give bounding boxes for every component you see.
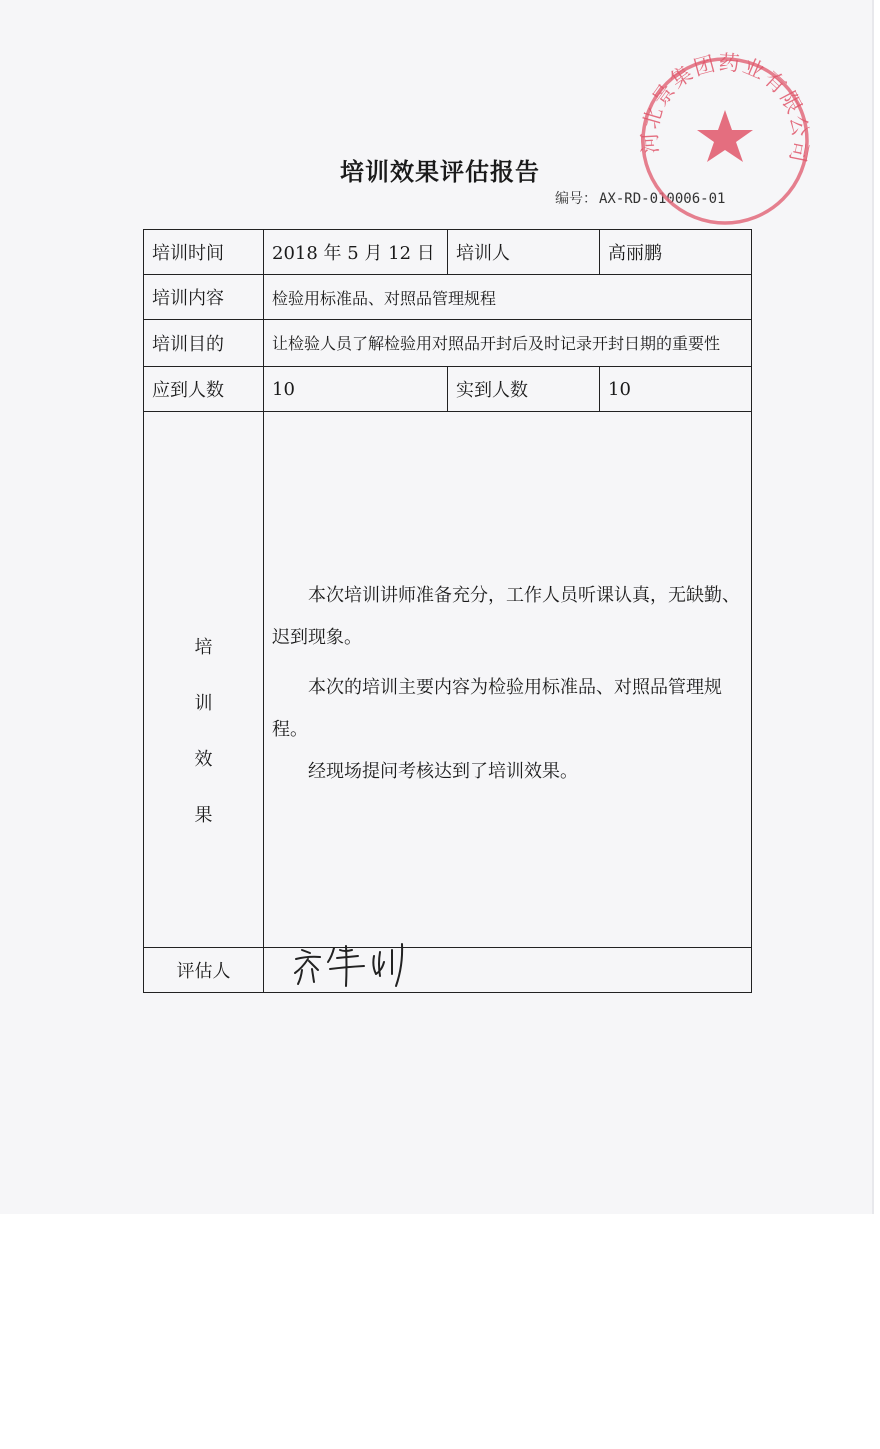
content-label: 培训内容 [144, 275, 264, 320]
evaluator-signature [264, 948, 752, 993]
training-time-label: 培训时间 [144, 230, 264, 275]
row-attendance [144, 367, 752, 412]
effect-label-char: 果 [194, 804, 213, 826]
row-training-time [144, 230, 752, 275]
expected-label: 应到人数 [144, 367, 264, 412]
page-title: 培训效果评估报告 [340, 158, 540, 186]
effect-text [264, 412, 752, 948]
row-training-content [144, 275, 752, 320]
effect-label [144, 412, 264, 948]
company-seal [630, 46, 820, 236]
effect-label-char: 训 [194, 692, 213, 714]
trainer-label: 培训人 [448, 230, 600, 275]
purpose-label: 培训目的 [144, 320, 264, 367]
row-training-effect [144, 412, 752, 948]
effect-label-char: 培 [194, 636, 213, 658]
content-value: 检验用标准品、对照品管理规程 [264, 275, 752, 320]
actual-value: 10 [600, 367, 752, 412]
training-time-value: 2018 年 5 月 12 日 [264, 230, 448, 275]
effect-paragraph: 本次的培训主要内容为检验用标准品、对照品管理规程。 [272, 676, 722, 740]
effect-label-char: 效 [194, 748, 213, 770]
row-training-purpose [144, 320, 752, 367]
doc-number-label: 编号： [555, 191, 597, 207]
star-icon [697, 110, 753, 162]
doc-number-value: AX-RD-010006-01 [599, 191, 726, 207]
expected-value: 10 [264, 367, 448, 412]
effect-paragraph: 本次培训讲师准备充分，工作人员听课认真，无缺勤、迟到现象。 [272, 584, 740, 648]
handwritten-signature [290, 940, 420, 990]
row-evaluator [144, 948, 752, 993]
svg-text:河北景集团药业有限公司: 河北景集团药业有限公司 [637, 50, 813, 167]
trainer-value: 高丽鹏 [600, 230, 752, 275]
effect-paragraph: 经现场提问考核达到了培训效果。 [308, 760, 578, 782]
evaluator-label: 评估人 [144, 948, 264, 993]
actual-label: 实到人数 [448, 367, 600, 412]
evaluation-form [143, 229, 752, 993]
purpose-value: 让检验人员了解检验用对照品开封后及时记录开封日期的重要性 [264, 320, 752, 367]
